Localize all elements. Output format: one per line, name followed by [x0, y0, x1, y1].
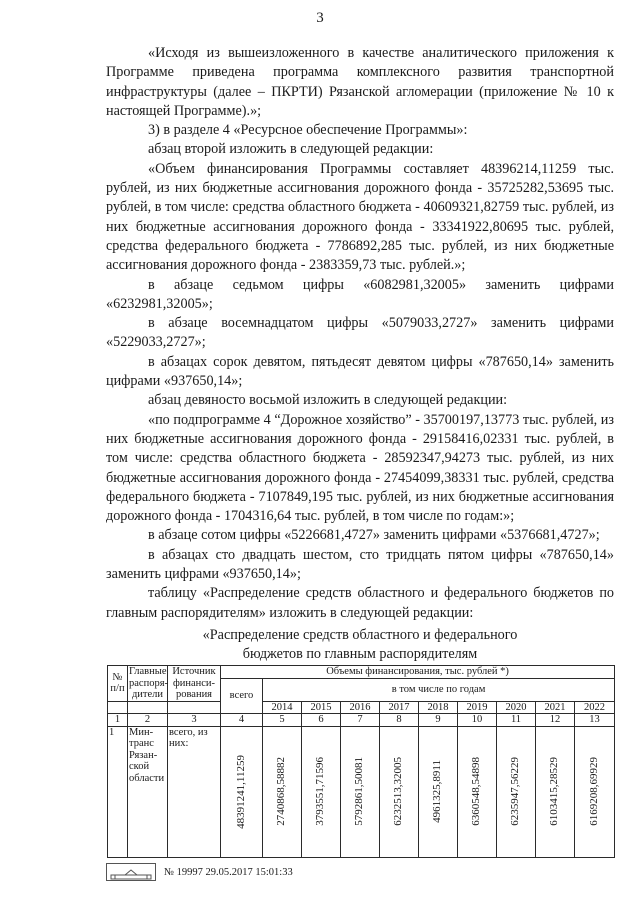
row-year-value: 5792861,50081	[353, 757, 366, 826]
header-year: 2022	[575, 701, 615, 714]
column-number: 2	[128, 714, 168, 727]
header-year: 2016	[341, 701, 380, 714]
header-spacer	[128, 701, 168, 714]
table-title	[106, 626, 614, 664]
header-row-1	[108, 666, 615, 679]
funding-table	[107, 665, 615, 858]
row-year-value: 3793551,71596	[314, 757, 327, 826]
paragraph-11: в абзацах сто двадцать шестом, сто тридцать пятом цифры «787650,14» заменить цифрами «937650,14»;	[106, 546, 614, 583]
paragraph-6: в абзаце восемнадцатом цифры «5079033,2727» заменить цифрами «5229033,2727»;	[106, 315, 614, 351]
row-manager: Мин-транс Рязан-ской области	[128, 726, 168, 857]
row-year-cell	[419, 726, 458, 857]
paragraph-4: «Объем финансирования Программы составляет 48396214,11259 тыс. рублей, из них бюджетные ассигнования дорожного фонда - 35725282,53695 тыс. рублей, в том числе: средства областного бюджета - 40609321,82759 тыс. рублей, из них бюджетные ассигнования дорожного фонда - 33341922,80695 тыс. рублей, средства федерального бюджета - 7786892,285 тыс. рублей, из них бюджетные ассигнования дорожного фонда - 2383359,73 тыс. рублей.»;	[106, 160, 614, 274]
row-year-value: 6235947,56229	[509, 757, 522, 826]
document-body	[106, 44, 614, 623]
paragraph-9: «по подпрограмме 4 “Дорожное хозяйство” - 35700197,13773 тыс. рублей, из них бюджетные ассигнования дорожного фонда - 29158416,02331 тыс. рублей, в том числе: средства областного бюджета - 28592347,94273 тыс. рублей, из них бюджетные ассигнования дорожного фонда - 27454099,38331 тыс. рублей, средства федерального бюджета - 7107849,195 тыс. рублей, из них бюджетные ассигнования дорожного фонда - 1704316,64 тыс. рублей, в том числе по годам:»;	[106, 411, 614, 525]
column-number: 1	[108, 714, 128, 727]
paragraph-1: «Исходя из вышеизложенного в качестве аналитического приложения к Программе приведена программа комплексного развития транспортной инфраструктуры (далее – ПКРТИ) Рязанской агломерации (приложение № 10 к настоящей Программе).»;	[106, 45, 614, 119]
header-volumes: Объемы финансирования, тыс. рублей *)	[221, 666, 615, 679]
column-number: 6	[302, 714, 341, 727]
paragraph-7: в абзацах сорок девятом, пятьдесят девятом цифры «787650,14» заменить цифрами «937650,14»;	[106, 353, 614, 390]
column-number: 5	[263, 714, 302, 727]
row-year-cell	[575, 726, 615, 857]
paragraph-3: абзац второй изложить в следующей редакции:	[148, 141, 434, 158]
header-spacer	[108, 701, 128, 714]
row-year-value: 2740868,58882	[275, 757, 288, 826]
row-year-cell	[458, 726, 497, 857]
column-number: 8	[380, 714, 419, 727]
row-year-cell	[536, 726, 575, 857]
row-total-cell	[221, 726, 263, 857]
header-num: № п/п	[108, 666, 128, 702]
column-number: 12	[536, 714, 575, 727]
row-source: всего, из них:	[168, 726, 221, 857]
paragraph-2: 3) в разделе 4 «Ресурсное обеспечение Программы»:	[148, 122, 468, 139]
registry-logo-icon	[106, 863, 156, 881]
document-registration-mark: № 19997 29.05.2017 15:01:33	[164, 866, 293, 878]
row-year-value: 6232513,32005	[392, 757, 405, 826]
header-by-years: в том числе по годам	[263, 678, 615, 701]
column-number: 4	[221, 714, 263, 727]
footer	[106, 863, 293, 881]
row-year-cell	[341, 726, 380, 857]
column-number: 11	[497, 714, 536, 727]
row-year-value: 6360548,54898	[470, 757, 483, 826]
row-num: 1	[108, 726, 128, 857]
header-year: 2014	[263, 701, 302, 714]
column-number: 3	[168, 714, 221, 727]
paragraph-5: в абзаце седьмом цифры «6082981,32005» заменить цифрами «6232981,32005»;	[106, 276, 614, 312]
header-year: 2018	[419, 701, 458, 714]
row-year-cell	[263, 726, 302, 857]
row-year-value: 4961325,8911	[431, 760, 444, 823]
header-total: всего	[221, 678, 263, 714]
paragraph-12: таблицу «Распределение средств областного и федерального бюджетов по главным распорядителям» изложить в следующей редакции:	[106, 585, 614, 621]
table-title-line-1: «Распределение средств областного и федерального	[202, 627, 518, 643]
header-year: 2017	[380, 701, 419, 714]
paragraph-8: абзац девяносто восьмой изложить в следующей редакции:	[148, 392, 508, 409]
header-spacer	[168, 701, 221, 714]
header-year: 2019	[458, 701, 497, 714]
column-number: 10	[458, 714, 497, 727]
row-year-cell	[497, 726, 536, 857]
header-year: 2021	[536, 701, 575, 714]
row-total-value: 48391241,11259	[234, 754, 247, 829]
row-year-value: 6103415,28529	[548, 757, 561, 826]
paragraph-10: в абзаце сотом цифры «5226681,4727» заменить цифрами «5376681,4727»;	[148, 527, 600, 544]
table-title-line-2: бюджетов по главным распорядителям	[242, 646, 478, 662]
header-manager: Главные распоря-дители	[129, 666, 169, 700]
page-number: 3	[316, 10, 324, 26]
header-year: 2015	[302, 701, 341, 714]
row-year-cell	[380, 726, 419, 857]
column-number-row	[108, 714, 615, 727]
header-row-3	[108, 701, 615, 714]
header-year: 2020	[497, 701, 536, 714]
header-source: Источник финанси-рования	[168, 666, 221, 702]
column-number: 7	[341, 714, 380, 727]
table-row	[108, 726, 615, 857]
column-number: 13	[575, 714, 615, 727]
row-year-cell	[302, 726, 341, 857]
column-number: 9	[419, 714, 458, 727]
row-year-value: 6169208,69929	[587, 757, 600, 826]
